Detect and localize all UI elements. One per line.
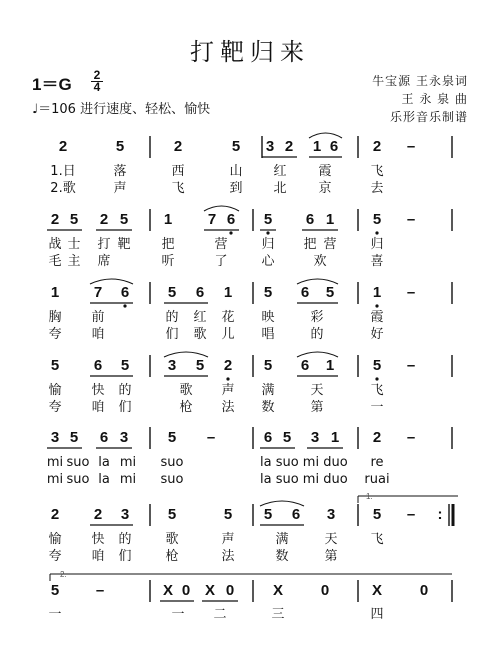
note: 1	[50, 284, 60, 301]
lyric: 的	[310, 327, 324, 342]
lyric: ruai	[364, 472, 390, 487]
lyric: 映	[261, 310, 275, 325]
octave-dot	[229, 231, 232, 234]
lyric: 们	[118, 400, 132, 415]
note: 2	[50, 506, 60, 523]
volta-1-label: 1.	[366, 492, 373, 501]
note: X	[272, 582, 283, 599]
lyric: 数	[275, 549, 289, 564]
lyric: 好	[370, 327, 384, 342]
lyric: 法	[221, 400, 235, 415]
repeat-sign: :	[437, 506, 443, 523]
lyric: suo	[66, 472, 90, 487]
note: 6	[263, 429, 273, 446]
lyric: 欢	[313, 254, 327, 269]
note: 0	[419, 582, 429, 599]
time-numerator: 2	[93, 68, 101, 82]
note: 5	[167, 429, 177, 446]
note: 5	[120, 357, 130, 374]
note: –	[406, 284, 416, 301]
composer-credit: 王 永 泉 曲	[401, 92, 468, 106]
note: 5	[263, 357, 273, 374]
lyric: 的	[165, 310, 179, 325]
lyric: 北	[273, 181, 287, 196]
note: 2	[99, 211, 109, 228]
lyric: 天	[310, 383, 324, 398]
lyric: 霞	[370, 310, 384, 325]
lyric: mi	[46, 472, 64, 487]
note: 3	[310, 429, 320, 446]
lyric: la suo mi duo	[260, 455, 348, 470]
lyric: 歌	[165, 532, 179, 547]
lyric: mi	[119, 455, 137, 470]
lyric: 到	[229, 181, 243, 196]
note: 5	[325, 284, 335, 301]
lyric: 满	[261, 383, 275, 398]
lyric: 二	[213, 607, 227, 622]
lyric: la	[98, 455, 110, 470]
note: 2	[223, 357, 233, 374]
note: 5	[231, 138, 241, 155]
lyric: 营	[323, 237, 337, 252]
note: 5	[167, 284, 177, 301]
lyric: suo	[160, 472, 184, 487]
lyric: 的	[118, 532, 132, 547]
lyric: mi	[46, 455, 64, 470]
note: 2	[372, 429, 382, 446]
lyric: suo	[66, 455, 90, 470]
note: 0	[320, 582, 330, 599]
lyric: 第	[310, 400, 324, 415]
lyric: 夸	[48, 549, 62, 564]
lyric: la suo mi duo	[260, 472, 348, 487]
note: –	[406, 138, 416, 155]
lyric: 愉	[48, 383, 62, 398]
note: 5	[119, 211, 129, 228]
lyric: 咱	[91, 327, 105, 342]
note: –	[406, 429, 416, 446]
lyric: 的	[118, 383, 132, 398]
note: 6	[99, 429, 109, 446]
tempo-marking: ♩＝106 进行速度、轻松、愉快	[32, 102, 211, 117]
engraver-credit: 乐形音乐制谱	[389, 110, 468, 124]
lyric: 儿	[221, 327, 235, 342]
lyric: 声	[113, 181, 127, 196]
lyric: 四	[370, 607, 384, 622]
note: 6	[305, 211, 315, 228]
octave-dot	[375, 377, 378, 380]
note: 1	[330, 429, 340, 446]
lyric: 落	[113, 164, 127, 179]
lyric: 霞	[318, 164, 332, 179]
note: 7	[207, 211, 217, 228]
lyric: 咱	[91, 549, 105, 564]
note: –	[406, 357, 416, 374]
note: 5	[263, 211, 273, 228]
lyric: 快	[91, 532, 105, 547]
lyric: 喜	[370, 254, 384, 269]
lyric: 打	[97, 237, 111, 252]
note: 5	[167, 506, 177, 523]
note: 5	[263, 284, 273, 301]
lyric: 山	[229, 164, 243, 179]
lyric: 满	[275, 532, 289, 547]
note: X	[371, 582, 382, 599]
note: 5	[372, 211, 382, 228]
note: –	[406, 506, 416, 523]
lyric: 枪	[165, 549, 179, 564]
note: 6	[120, 284, 130, 301]
octave-dot	[375, 304, 378, 307]
lyric: 京	[318, 181, 332, 196]
lyric: 声	[221, 532, 235, 547]
lyric: 靶	[117, 237, 131, 252]
note: 1	[325, 211, 335, 228]
note: 0	[181, 582, 191, 599]
lyric: suo	[160, 455, 184, 470]
lyric: 彩	[310, 310, 324, 325]
note: 3	[265, 138, 275, 155]
lyric: 数	[261, 400, 275, 415]
lyric: 去	[370, 181, 384, 196]
note: 3	[120, 506, 130, 523]
lyric: 席	[97, 254, 111, 269]
note: 2	[50, 211, 60, 228]
note: 2	[58, 138, 68, 155]
lyric: 天	[324, 532, 338, 547]
note: 1	[223, 284, 233, 301]
lyric: 快	[91, 383, 105, 398]
lyric: mi	[119, 472, 137, 487]
note: 1	[163, 211, 173, 228]
lyric: 战	[48, 237, 62, 252]
lyric: 三	[271, 607, 285, 622]
lyric: 红	[193, 310, 207, 325]
note: 2	[284, 138, 294, 155]
volta-2-label: 2.	[60, 570, 67, 579]
lyric: 营	[214, 237, 228, 252]
lyric: 飞	[370, 164, 384, 179]
lyric: 毛	[48, 254, 62, 269]
key-signature: 1＝G	[32, 75, 72, 94]
note: 5	[372, 357, 382, 374]
lyric: 2.歌	[50, 181, 76, 196]
note: X	[204, 582, 215, 599]
lyric: la	[98, 472, 110, 487]
note: –	[406, 211, 416, 228]
lyric: 一	[171, 607, 185, 622]
note: 3	[119, 429, 129, 446]
note: 2	[93, 506, 103, 523]
lyric: 歌	[193, 327, 207, 342]
lyric: 心	[261, 254, 275, 269]
lyricist-credit: 牛宝源 王永泉词	[372, 74, 468, 88]
lyric: 前	[91, 310, 105, 325]
song-title: 打靶归来	[190, 38, 310, 66]
note: 6	[291, 506, 301, 523]
octave-dot	[266, 231, 269, 234]
lyric: 们	[118, 549, 132, 564]
lyric: 枪	[179, 400, 193, 415]
note: 6	[300, 284, 310, 301]
note: 6	[93, 357, 103, 374]
lyric: 一	[48, 607, 62, 622]
lyric: 们	[165, 327, 179, 342]
octave-dot	[123, 304, 126, 307]
note: 5	[223, 506, 233, 523]
note: 3	[326, 506, 336, 523]
lyric: 花	[221, 310, 235, 325]
note: –	[206, 429, 216, 446]
note: 7	[93, 284, 103, 301]
note: 6	[226, 211, 236, 228]
note: 1	[325, 357, 335, 374]
lyric: 飞	[171, 181, 185, 196]
lyric: 法	[221, 549, 235, 564]
note: 1	[312, 138, 322, 155]
note: 3	[167, 357, 177, 374]
lyric: 咱	[91, 400, 105, 415]
lyric: 归	[370, 237, 384, 252]
lyric: 1.日	[50, 164, 76, 179]
lyric: 了	[214, 254, 228, 269]
note: 5	[69, 211, 79, 228]
lyric: 把	[303, 237, 317, 252]
note: 5	[69, 429, 79, 446]
lyric: 把	[161, 237, 175, 252]
lyric: 夸	[48, 327, 62, 342]
lyric: re	[370, 455, 384, 470]
note: 5	[115, 138, 125, 155]
lyric: 飞	[370, 383, 384, 398]
lyric: 一	[370, 400, 384, 415]
note: 5	[50, 582, 60, 599]
lyric: 红	[273, 164, 287, 179]
note: 6	[329, 138, 339, 155]
note: 6	[300, 357, 310, 374]
lyric: 唱	[261, 327, 275, 342]
note: 1	[372, 284, 382, 301]
lyric: 夸	[48, 400, 62, 415]
octave-dot	[375, 231, 378, 234]
time-denominator: 4	[93, 80, 101, 94]
lyric: 第	[324, 549, 338, 564]
lyric: 声	[221, 383, 235, 398]
lyric: 飞	[370, 532, 384, 547]
note: 5	[282, 429, 292, 446]
lyric: 胸	[48, 310, 62, 325]
note: 5	[50, 357, 60, 374]
lyric: 士	[67, 237, 81, 252]
note: 2	[173, 138, 183, 155]
octave-dot	[226, 377, 229, 380]
note: 5	[263, 506, 273, 523]
note: 5	[372, 506, 382, 523]
note: X	[162, 582, 173, 599]
lyric: 归	[261, 237, 275, 252]
lyric: 愉	[48, 532, 62, 547]
lyric: 听	[161, 254, 175, 269]
lyric: 西	[171, 164, 185, 179]
lyric: 歌	[179, 383, 193, 398]
note: 0	[225, 582, 235, 599]
note: 3	[50, 429, 60, 446]
note: 6	[195, 284, 205, 301]
note: –	[95, 582, 105, 599]
note: 2	[372, 138, 382, 155]
lyric: 主	[67, 254, 81, 269]
note: 5	[195, 357, 205, 374]
